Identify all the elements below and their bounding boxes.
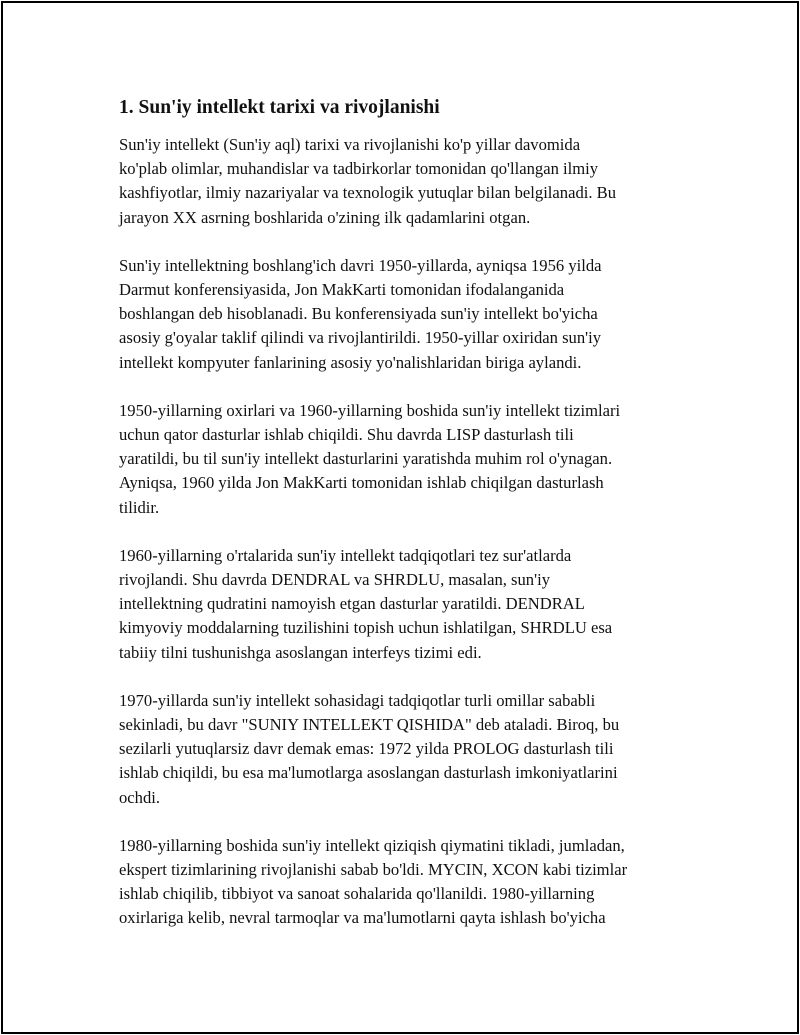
paragraph-1 xyxy=(119,133,689,230)
section-title: 1. Sun'iy intellekt tarixi va rivojlanishi xyxy=(119,97,440,118)
text-line: 1960-yillarning o'rtalarida sun'iy intellekt tadqiqotlari tez sur'atlarda xyxy=(119,545,572,565)
paragraph-2 xyxy=(119,254,689,375)
text-line: ekspert tizimlarining rivojlanishi sabab bo'ldi. MYCIN, XCON kabi tizimlar xyxy=(119,860,628,880)
text-line: uchun qator dasturlar ishlab chiqildi. Shu davrda LISP dasturlash tili xyxy=(119,425,574,445)
text-line: sezilarli yutuqlarsiz davr demak emas: 1972 yilda PROLOG dasturlash tili xyxy=(119,739,614,759)
text-line: kimyoviy moddalarning tuzilishini topish uchun ishlatilgan, SHRDLU esa xyxy=(119,618,613,638)
text-line: Darmut konferensiyasida, Jon MakKarti tomonidan ifodalanganida xyxy=(119,280,565,300)
text-line: ishlab chiqildi, bu esa ma'lumotlarga asoslangan dasturlash imkoniyatlarini xyxy=(119,763,618,783)
text-line: 1980-yillarning boshida sun'iy intellekt qiziqish qiymatini tikladi, jumladan, xyxy=(119,835,625,855)
paragraph-3 xyxy=(119,399,689,520)
text-line: tabiiy tilni tushunishga asoslangan interfeys tizimi edi. xyxy=(119,642,482,662)
paragraph-5 xyxy=(119,689,689,810)
text-line: Sun'iy intellekt (Sun'iy aql) tarixi va rivojlanishi ko'p yillar davomida xyxy=(119,135,581,154)
text-line: ishlab chiqilib, tibbiyot va sanoat sohalarida qo'llanildi. 1980-yillarning xyxy=(119,884,595,904)
text-line: tilidir. xyxy=(119,497,160,517)
text-line: Ayniqsa, 1960 yilda Jon MakKarti tomonidan ishlab chiqilgan dasturlash xyxy=(119,473,604,493)
text-line: yaratildi, bu til sun'iy intellekt dasturlarini yaratishda muhim rol o'ynagan. xyxy=(119,449,613,469)
paragraph-6 xyxy=(119,834,689,931)
text-line: asosiy g'oyalar taklif qilindi va rivojlantirildi. 1950-yillar oxiridan sun'iy xyxy=(119,328,602,348)
document-page xyxy=(1,1,799,1034)
text-line: intellektning qudratini namoyish etgan dasturlar yaratildi. DENDRAL xyxy=(119,594,585,614)
text-line: boshlangan deb hisoblanadi. Bu konferensiyada sun'iy intellekt bo'yicha xyxy=(119,304,598,324)
text-line: 1950-yillarning oxirlari va 1960-yillarning boshida sun'iy intellekt tizimlari xyxy=(119,400,621,420)
text-line: rivojlandi. Shu davrda DENDRAL va SHRDLU, masalan, sun'iy xyxy=(119,570,550,590)
text-line: Sun'iy intellektning boshlang'ich davri 1950-yillarda, ayniqsa 1956 yilda xyxy=(119,255,602,275)
text-line: oxirlariga kelib, nevral tarmoqlar va ma'lumotlarni qayta ishlash bo'yicha xyxy=(119,908,606,928)
text-line: sekinladi, bu davr "SUNIY INTELLEKT QISHIDA" deb ataladi. Biroq, bu xyxy=(119,715,620,735)
paragraph-4 xyxy=(119,544,689,665)
text-line: 1970-yillarda sun'iy intellekt sohasidagi tadqiqotlar turli omillar sababli xyxy=(119,690,596,710)
page-content xyxy=(119,95,689,955)
text-line: ochdi. xyxy=(119,787,161,807)
text-line: jarayon XX asrning boshlarida o'zining ilk qadamlarini otgan. xyxy=(119,207,531,227)
text-line: kashfiyotlar, ilmiy nazariyalar va texnologik yutuqlar bilan belgilanadi. Bu xyxy=(119,183,617,203)
text-line: ko'plab olimlar, muhandislar va tadbirkorlar tomonidan qo'llangan ilmiy xyxy=(119,159,599,179)
text-line: intellekt kompyuter fanlarining asosiy yo'nalishlaridan biriga aylandi. xyxy=(119,352,582,372)
